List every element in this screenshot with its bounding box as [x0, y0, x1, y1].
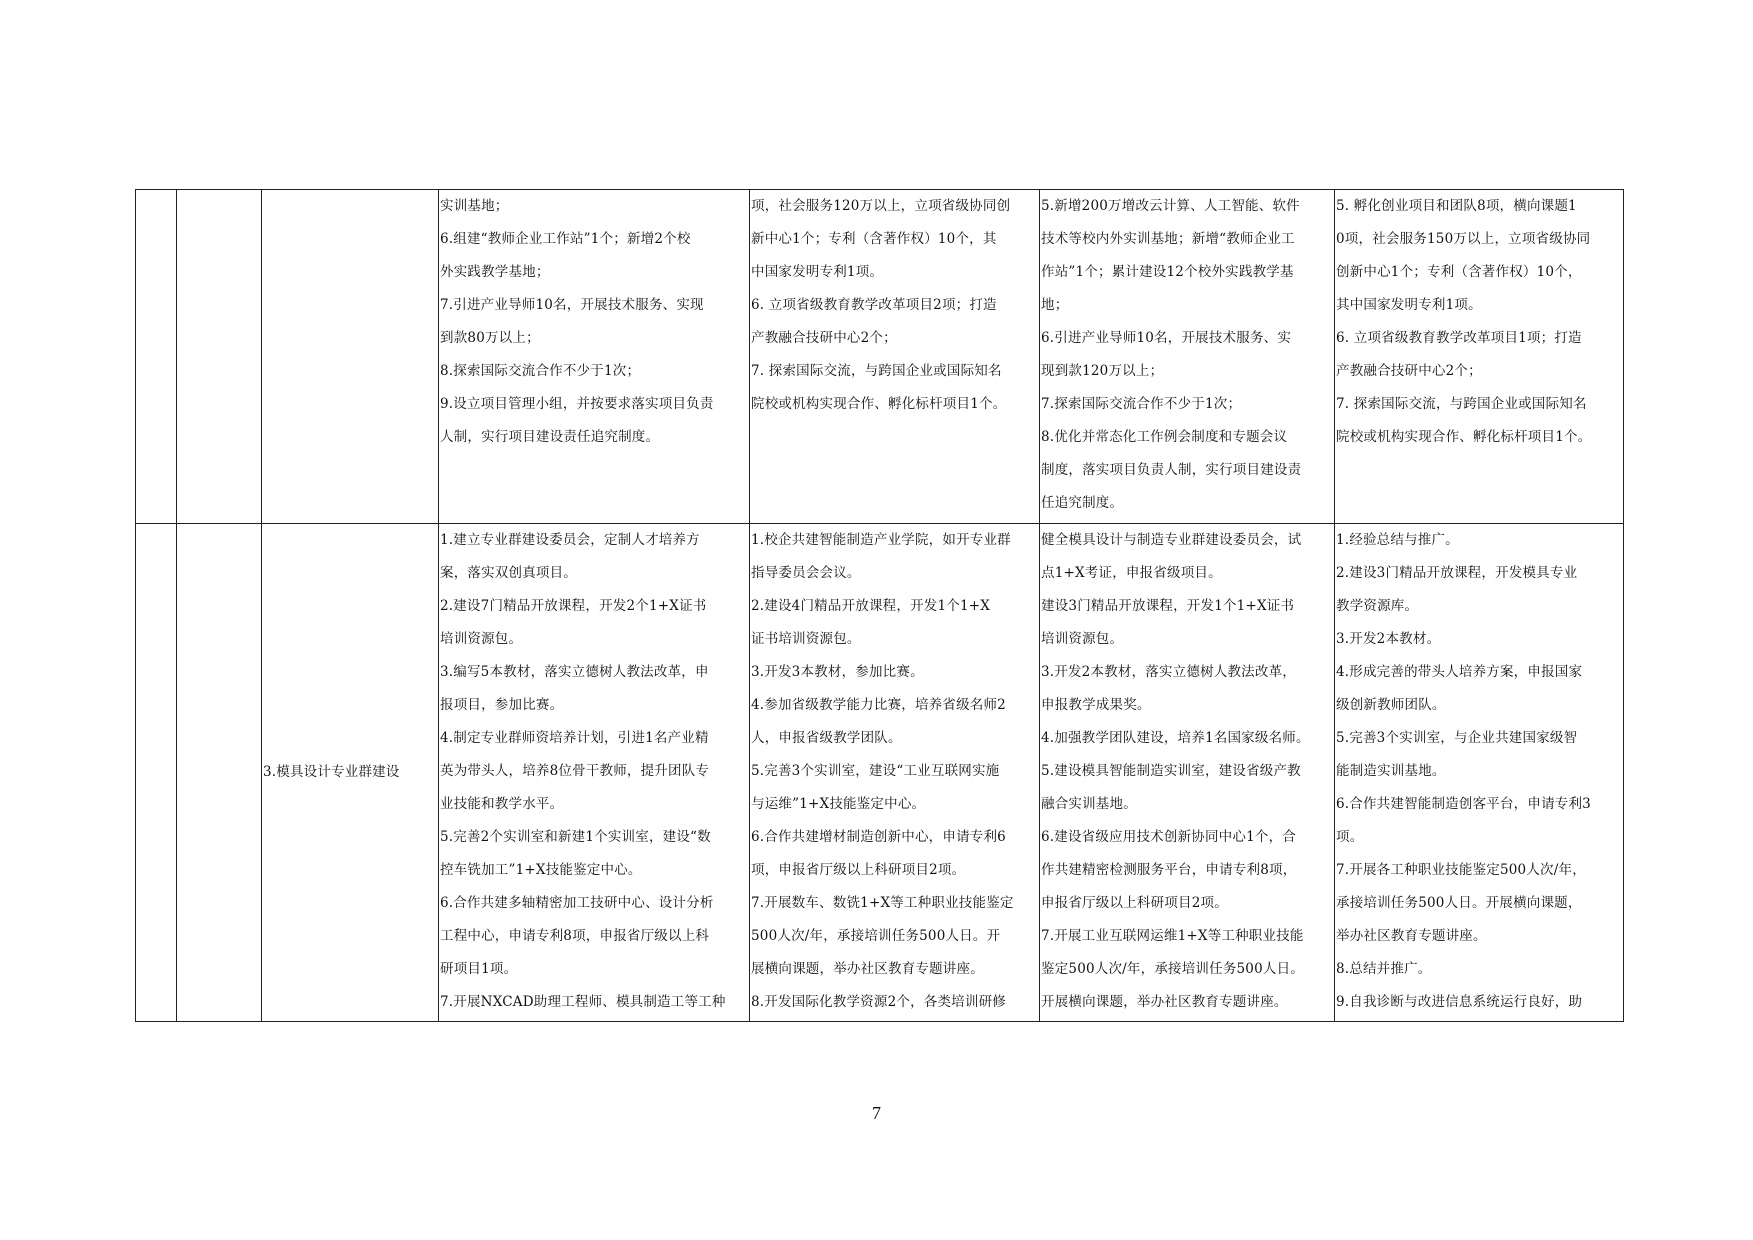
cell-text-line: 创新中心1个；专利（含著作权）10个，: [1336, 264, 1582, 280]
cell-text-line: 5. 孵化创业项目和团队8项，横向课题1: [1336, 198, 1577, 214]
cell-text-line: 0项，社会服务150万以上，立项省级协同: [1336, 231, 1591, 247]
cell-text-line: 项。: [1336, 829, 1364, 845]
cell-text-line: 与运维”1+X技能鉴定中心。: [751, 796, 926, 812]
phase-cell: [1335, 190, 1624, 524]
cell-text-line: 7.开展各工种职业技能鉴定500人次/年，: [1336, 862, 1586, 878]
cell-text-line: 3.开发3本教材，参加比赛。: [751, 664, 924, 680]
page-number: 7: [872, 1103, 881, 1123]
cell-text-line: 7.开展工业互联网运维1+X等工种职业技能: [1041, 928, 1304, 944]
cell-text-line: 500人次/年，承接培训任务500人日。开: [751, 928, 1001, 944]
cell-text-line: 培训资源包。: [440, 631, 523, 647]
cell-text-line: 2.建设4门精品开放课程，开发1个1+X: [751, 598, 991, 614]
phase-cell: [1040, 524, 1335, 1022]
cell-text-line: 9.自我诊断与改进信息系统运行良好，助: [1336, 994, 1583, 1010]
phase-cell: [439, 190, 750, 524]
cell-text-line: 院校或机构实现合作、孵化标杆项目1个。: [1336, 429, 1592, 445]
cell-text-line: 4.形成完善的带头人培养方案，申报国家: [1336, 664, 1583, 680]
cell-text-line: 研项目1项。: [440, 961, 518, 977]
phase-cell: [1335, 524, 1624, 1022]
plan-table: [135, 189, 1624, 1022]
cell-text-line: 教学资源库。: [1336, 598, 1419, 614]
cell-text-line: 8.优化并常态化工作例会制度和专题会议: [1041, 429, 1288, 445]
cell-text-line: 制度，落实项目负责人制，实行项目建设责: [1041, 462, 1302, 478]
empty-cell: [177, 524, 262, 1022]
cell-text-line: 6. 立项省级教育教学改革项目2项；打造: [751, 297, 997, 313]
cell-text-line: 5.完善3个实训室，与企业共建国家级智: [1336, 730, 1578, 746]
cell-text-line: 6.建设省级应用技术创新协同中心1个，合: [1041, 829, 1296, 845]
cell-text-line: 任追究制度。: [1041, 495, 1124, 511]
cell-text-line: 人制，实行项目建设责任追究制度。: [440, 429, 660, 445]
cell-text-line: 举办社区教育专题讲座。: [1336, 928, 1487, 944]
table-row: [136, 524, 1624, 1022]
cell-text-line: 7.开展数车、数铣1+X等工种职业技能鉴定: [751, 895, 1014, 911]
empty-cell: [136, 190, 177, 524]
cell-text-line: 6.合作共建增材制造创新中心，申请专利6: [751, 829, 1006, 845]
cell-text-line: 建设3门精品开放课程，开发1个1+X证书: [1041, 598, 1295, 614]
cell-text-line: 8.开发国际化教学资源2个，各类培训研修: [751, 994, 1006, 1010]
cell-text-line: 申报省厅级以上科研项目2项。: [1041, 895, 1228, 911]
cell-text-line: 技术等校内外实训基地；新增“教师企业工: [1041, 231, 1295, 247]
cell-text-line: 融合实训基地。: [1041, 796, 1137, 812]
cell-text-line: 新中心1个；专利（含著作权）10个，其: [751, 231, 997, 247]
cell-text-line: 案，落实双创真项目。: [440, 565, 577, 581]
cell-text-line: 6.组建“教师企业工作站”1个；新增2个校: [440, 231, 691, 247]
cell-text-line: 英为带头人，培养8位骨干教师，提升团队专: [440, 763, 710, 779]
cell-text-line: 工程中心，申请专利8项，申报省厅级以上科: [440, 928, 710, 944]
cell-text-line: 1.建立专业群建设委员会，定制人才培养方: [440, 532, 700, 548]
cell-text-line: 5.建设模具智能制造实训室，建设省级产教: [1041, 763, 1301, 779]
cell-text-line: 指导委员会会议。: [751, 565, 861, 581]
cell-text-line: 4.加强教学团队建设，培养1名国家级名师。: [1041, 730, 1310, 746]
cell-text-line: 7. 探索国际交流，与跨国企业或国际知名: [751, 363, 1002, 379]
cell-text-line: 8.探索国际交流合作不少于1次；: [440, 363, 641, 379]
cell-text-line: 到款80万以上；: [440, 330, 540, 346]
phase-cell: [750, 190, 1040, 524]
cell-text-line: 作站”1个；累计建设12个校外实践教学基: [1041, 264, 1294, 280]
cell-text-line: 申报教学成果奖。: [1041, 697, 1151, 713]
cell-text-line: 院校或机构实现合作、孵化标杆项目1个。: [751, 396, 1007, 412]
empty-cell: [136, 524, 177, 1022]
cell-text-line: 1.校企共建智能制造产业学院，如开专业群: [751, 532, 1011, 548]
cell-text-line: 6.引进产业导师10名，开展技术服务、实: [1041, 330, 1292, 346]
cell-text-line: 证书培训资源包。: [751, 631, 861, 647]
cell-text-line: 外实践教学基地；: [440, 264, 550, 280]
table-row: [136, 190, 1624, 524]
cell-text-line: 6.合作共建多轴精密加工技研中心、设计分析: [440, 895, 714, 911]
cell-text-line: 5.新增200万增改云计算、人工智能、软件: [1041, 198, 1300, 214]
cell-text-line: 鉴定500人次/年，承接培训任务500人日。: [1041, 961, 1304, 977]
cell-text-line: 5.完善2个实训室和新建1个实训室，建设“数: [440, 829, 711, 845]
category-cell: [262, 190, 439, 524]
category-cell: 3.模具设计专业群建设: [262, 524, 439, 1022]
cell-text-line: 3.开发2本教材。: [1336, 631, 1441, 647]
empty-cell: [177, 190, 262, 524]
cell-text-line: 6.合作共建智能制造创客平台，申请专利3: [1336, 796, 1591, 812]
cell-text-line: 3.编写5本教材，落实立德树人教法改革，申: [440, 664, 709, 680]
cell-text-line: 7.探索国际交流合作不少于1次；: [1041, 396, 1242, 412]
cell-text-line: 现到款120万以上；: [1041, 363, 1164, 379]
cell-text-line: 4.制定专业群师资培养计划，引进1名产业精: [440, 730, 709, 746]
cell-text-line: 5.完善3个实训室，建设“工业互联网实施: [751, 763, 1000, 779]
cell-text-line: 4.参加省级教学能力比赛，培养省级名师2: [751, 697, 1006, 713]
cell-text-line: 7. 探索国际交流，与跨国企业或国际知名: [1336, 396, 1587, 412]
cell-text-line: 报项目，参加比赛。: [440, 697, 564, 713]
cell-text-line: 业技能和教学水平。: [440, 796, 564, 812]
cell-text-line: 作共建精密检测服务平台，申请专利8项，: [1041, 862, 1297, 878]
cell-text-line: 7.引进产业导师10名，开展技术服务、实现: [440, 297, 704, 313]
cell-text-line: 6. 立项省级教育教学改革项目1项；打造: [1336, 330, 1582, 346]
cell-text-line: 实训基地；: [440, 198, 509, 214]
phase-cell: [750, 524, 1040, 1022]
cell-text-line: 人，申报省级教学团队。: [751, 730, 902, 746]
cell-text-line: 3.开发2本教材，落实立德树人教法改革，: [1041, 664, 1296, 680]
cell-text-line: 健全模具设计与制造专业群建设委员会，试: [1041, 532, 1302, 548]
cell-text-line: 培训资源包。: [1041, 631, 1124, 647]
cell-text-line: 2.建设3门精品开放课程，开发模具专业: [1336, 565, 1578, 581]
cell-text-line: 级创新教师团队。: [1336, 697, 1446, 713]
cell-text-line: 点1+X考证，申报省级项目。: [1041, 565, 1222, 581]
phase-cell: [439, 524, 750, 1022]
cell-text-line: 中国家发明专利1项。: [751, 264, 884, 280]
cell-text-line: 项，申报省厅级以上科研项目2项。: [751, 862, 966, 878]
cell-text-line: 8.总结并推广。: [1336, 961, 1432, 977]
cell-text-line: 9.设立项目管理小组，并按要求落实项目负责: [440, 396, 714, 412]
cell-text-line: 2.建设7门精品开放课程，开发2个1+X证书: [440, 598, 707, 614]
cell-text-line: 展横向课题，举办社区教育专题讲座。: [751, 961, 984, 977]
cell-text-line: 地；: [1041, 297, 1069, 313]
cell-text-line: 1.经验总结与推广。: [1336, 532, 1459, 548]
cell-text-line: 能制造实训基地。: [1336, 763, 1446, 779]
phase-cell: [1040, 190, 1335, 524]
cell-text-line: 其中国家发明专利1项。: [1336, 297, 1482, 313]
cell-text-line: 产教融合技研中心2个；: [751, 330, 897, 346]
cell-text-line: 7.开展NXCAD助理工程师、模具制造工等工种: [440, 994, 726, 1010]
cell-text-line: 产教融合技研中心2个；: [1336, 363, 1482, 379]
cell-text-line: 开展横向课题，举办社区教育专题讲座。: [1041, 994, 1288, 1010]
cell-text-line: 项，社会服务120万以上，立项省级协同创: [751, 198, 1011, 214]
cell-text-line: 控车铣加工”1+X技能鉴定中心。: [440, 862, 642, 878]
cell-text-line: 承接培训任务500人日。开展横向课题，: [1336, 895, 1582, 911]
